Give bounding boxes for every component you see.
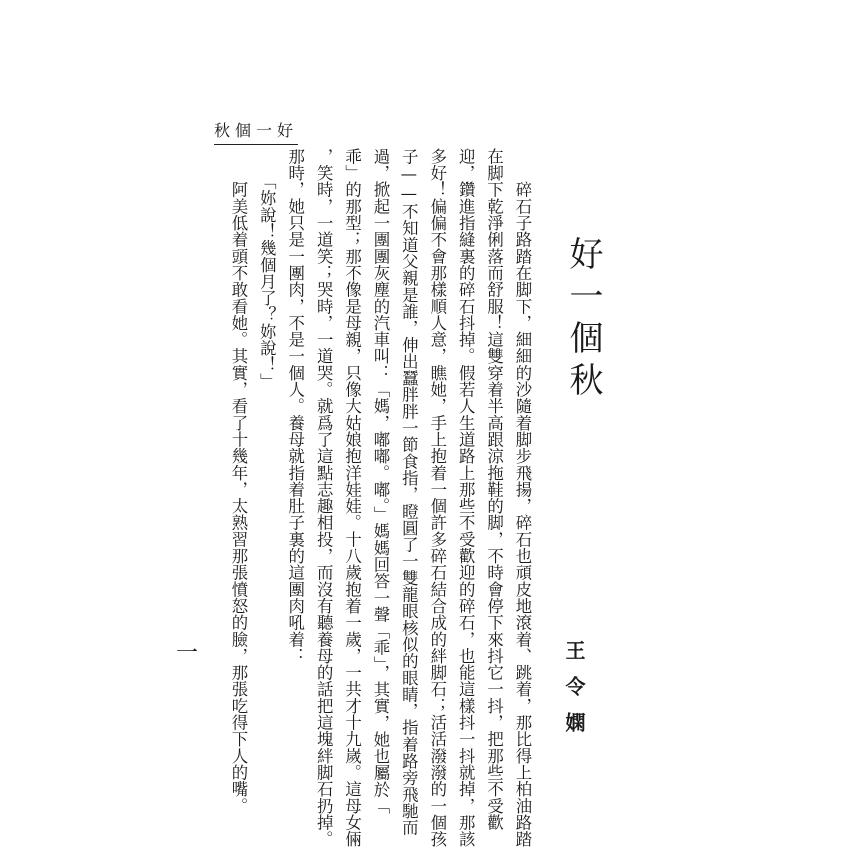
text-line: ，笑時，一道笑；哭時，一道哭。就爲了這點志趣相投，而沒有聽養母的話把這塊絆脚石扔掉。 <box>314 148 334 848</box>
text-line: 那時，她只是一團肉，不是一個人。養母就指着肚子裏的這團肉吼着： <box>285 148 305 665</box>
text-line: 「妳說！幾個月了？妳說！」 <box>257 148 277 390</box>
body-text <box>206 148 536 848</box>
author-name: 王令嫻 <box>562 640 586 748</box>
text-line: 碎石子路踏在脚下，細細的沙隨着脚步飛揚，碎石也頑皮地滾着、跳着，那比得上柏油路踏 <box>513 148 532 848</box>
text-line: 迎，鑽進指縫裏的碎石抖掉。假若人生道路上那些不受歡迎的碎石，也能這樣抖一抖就掉，那該 <box>456 148 476 848</box>
text-line: 子——不知道父親是誰，伸出蠶胖胖一節食指，瞪圓了一雙龍眼核似的眼睛，指着路旁飛馳而 <box>399 148 419 836</box>
text-line: 在脚下乾淨俐落而舒服！這雙穿着半高跟涼拖鞋的脚，不時會停下來抖它一抖，把那些不受歡 <box>484 148 504 831</box>
text-line: 乖」的那型；那不像是母親，只像大姑娘抱洋娃娃。十八歲抱着一歲，一共才十九嵗。這母女倆 <box>342 148 362 848</box>
text-line: 阿美低着頭不敢看她。其實，看了十幾年，太熟習那張憤怒的臉，那張吃得下人的嘴。 <box>228 148 248 814</box>
text-line: 過，掀起一團團灰塵的汽車叫：「媽，嘟嘟。嘟。」媽媽回答一聲「乖」，其實，她也屬於「 <box>370 148 390 815</box>
chapter-title: 好一個秋 <box>563 236 603 404</box>
page-number: 一 <box>176 641 199 666</box>
running-head: 秋個一好 <box>214 118 298 145</box>
text-line: 多好！偏偏不會那樣順人意，瞧她，手上抱着一個許多碎石結合成的絆脚石；活活潑潑的一個孩 <box>427 148 447 848</box>
